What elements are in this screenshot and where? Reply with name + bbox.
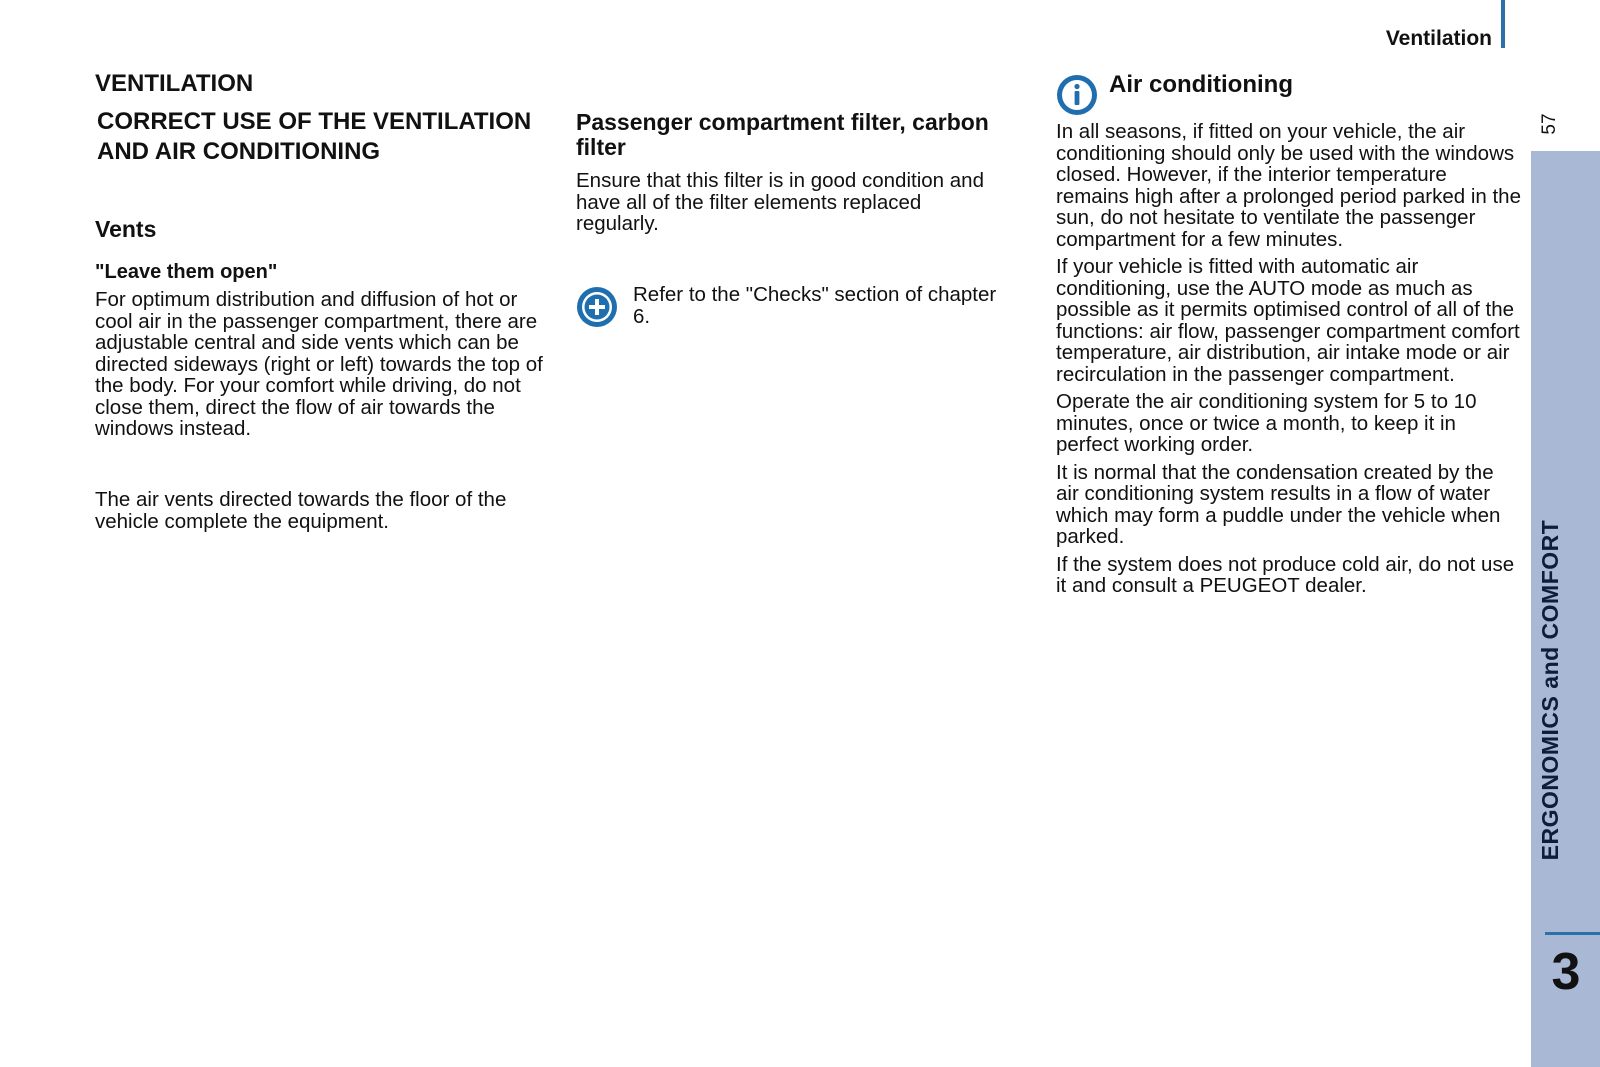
filter-heading: Passenger compartment filter, carbon filter <box>576 109 989 160</box>
ac-paragraph: If your vehicle is fitted with automatic air conditioning, use the AUTO mode as much as possible as it permits optimised control of all of the functions: air flow, passenger compartment comfort temperature, air distribution, air intake mode or air recirculation in the passenger compartment. <box>1056 255 1520 386</box>
page-header-title: Ventilation <box>1385 27 1492 50</box>
vents-heading: Vents <box>95 216 157 242</box>
filter-paragraph: Ensure that this filter is in good condition and have all of the filter elements replaced regularly. <box>576 169 984 235</box>
checks-reference-note: Refer to the "Checks" section of chapter 6. <box>633 283 997 328</box>
chapter-tab-label: ERGONOMICS and COMFORT <box>1537 519 1563 861</box>
vents-subheading: "Leave them open" <box>95 261 278 283</box>
ac-paragraph: Operate the air conditioning system for 5 to 10 minutes, once or twice a month, to keep it in perfect working order. <box>1056 390 1477 456</box>
page-number: 57 <box>1539 113 1560 135</box>
main-heading: CORRECT USE OF THE VENTILATION AND AIR CONDITIONING <box>97 108 532 165</box>
info-icon <box>1056 74 1098 116</box>
floor-vents-paragraph: The air vents directed towards the floor of the vehicle complete the equipment. <box>95 488 507 533</box>
chapter-number: 3 <box>1551 943 1581 1001</box>
ac-paragraph: It is normal that the condensation created by the air conditioning system results in a flow of water which may form a puddle under the vehicle when parked. <box>1056 460 1501 548</box>
plus-icon <box>576 286 618 328</box>
air-conditioning-text <box>1056 121 1521 603</box>
header-divider <box>1501 0 1505 48</box>
ac-paragraph: If the system does not produce cold air, do not use it and consult a PEUGEOT dealer. <box>1056 552 1515 597</box>
chapter-tab-divider <box>1545 932 1600 935</box>
section-title: VENTILATION <box>95 70 254 97</box>
air-conditioning-heading: Air conditioning <box>1109 71 1293 98</box>
ac-paragraph: In all seasons, if fitted on your vehicle, the air conditioning should only be used with the windows closed. However, if the interior temperature remains high after a prolonged period parked in the sun, do not hesitate to ventilate the passenger compartment for a few minutes. <box>1056 120 1521 251</box>
vents-paragraph: For optimum distribution and diffusion of hot or cool air in the passenger compartment, there are adjustable central and side vents which can be directed sideways (right or left) towards the top of the body. For your comfort while driving, do not close them, direct the flow of air towards the windows instead. <box>95 288 543 440</box>
